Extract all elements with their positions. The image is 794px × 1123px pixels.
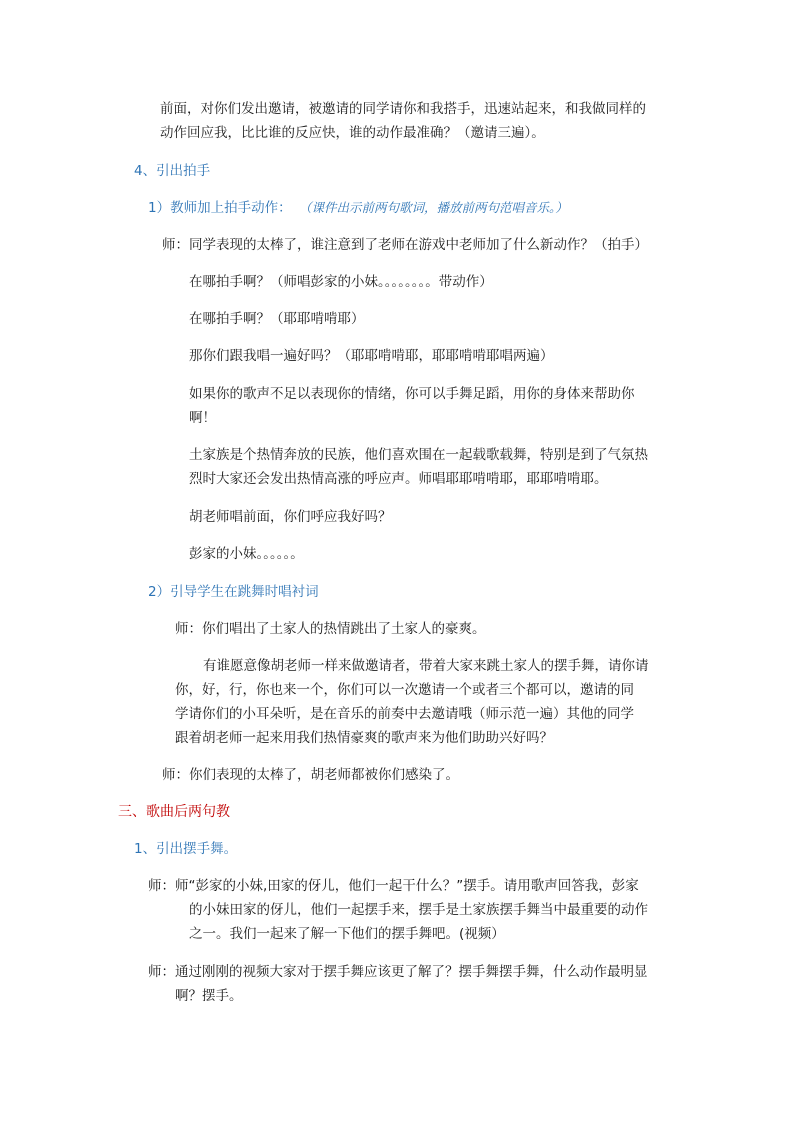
dialog-line: 之一。我们一起来了解一下他们的摆手舞吧。(视频） <box>189 926 505 942</box>
dialog-line: 啊！ <box>189 410 216 426</box>
section-heading: 4、引出拍手 <box>134 163 211 179</box>
subsection-heading: 2）引导学生在跳舞时唱衬词 <box>148 584 319 600</box>
dialog-line: 那你们跟我唱一遍好吗？（耶耶啃啃耶，耶耶啃啃耶唱两遍） <box>189 348 554 364</box>
dialog-line: 你，好，行，你也来一个，你们可以一次邀请一个或者三个都可以，邀请的同 <box>175 682 634 698</box>
chapter-heading: 三、歌曲后两句教 <box>118 804 230 820</box>
section-heading: 1、引出摆手舞。 <box>134 841 238 857</box>
dialog-line: 师：你们表现的太棒了，胡老师都被你们感染了。 <box>162 767 459 783</box>
dialog-line: 如果你的歌声不足以表现你的情绪，你可以手舞足蹈，用你的身体来帮助你 <box>189 386 635 402</box>
subsection-heading: 1）教师加上拍手动作： <box>148 200 292 216</box>
dialog-line: 土家族是个热情奔放的民族，他们喜欢围在一起载歌载舞，特别是到了气氛热 <box>189 447 648 463</box>
subsection-note: （课件出示前两句歌词，播放前两句范唱音乐。） <box>299 200 568 215</box>
dialog-line: 师：同学表现的太棒了，谁注意到了老师在游戏中老师加了什么新动作？（拍手） <box>162 237 648 253</box>
dialog-line: 师：通过刚刚的视频大家对于摆手舞应该更了解了？摆手舞摆手舞，什么动作最明显 <box>148 964 648 980</box>
dialog-line: 的小妹田家的伢儿，他们一起摆手来，摆手是土家族摆手舞当中最重要的动作 <box>189 902 648 918</box>
dialog-line: 师：师“彭家的小妹,田家的伢儿，他们一起干什么？”摆手。请用歌声回答我，彭家 <box>148 878 639 894</box>
dialog-line: 师：你们唱出了土家人的热情跳出了土家人的豪爽。 <box>175 621 486 637</box>
dialog-line: 在哪拍手啊？（师唱彭家的小妹。。。。。。。。带动作） <box>189 274 493 290</box>
dialog-line: 彭家的小妹。。。。。。 <box>189 546 304 562</box>
paragraph-line: 前面，对你们发出邀请，被邀请的同学请你和我搭手，迅速站起来，和我做同样的 <box>160 101 646 117</box>
dialog-line: 在哪拍手啊？（耶耶啃啃耶） <box>189 311 365 327</box>
dialog-line: 胡老师唱前面，你们呼应我好吗？ <box>189 509 392 525</box>
paragraph-line: 动作回应我，比比谁的反应快，谁的动作最准确？（邀请三遍）。 <box>160 125 545 141</box>
dialog-line: 啊？摆手。 <box>175 988 243 1004</box>
dialog-line: 学请你们的小耳朵听，是在音乐的前奏中去邀请哦（师示范一遍）其他的同学 <box>175 706 634 722</box>
dialog-line: 烈时大家还会发出热情高涨的呼应声。师唱耶耶啃啃耶，耶耶啃啃耶。 <box>189 471 608 487</box>
dialog-line: 跟着胡老师一起来用我们热情豪爽的歌声来为他们助助兴好吗？ <box>175 730 553 746</box>
dialog-line: 有谁愿意像胡老师一样来做邀请者，带着大家来跳土家人的摆手舞，请你请 <box>203 658 649 674</box>
